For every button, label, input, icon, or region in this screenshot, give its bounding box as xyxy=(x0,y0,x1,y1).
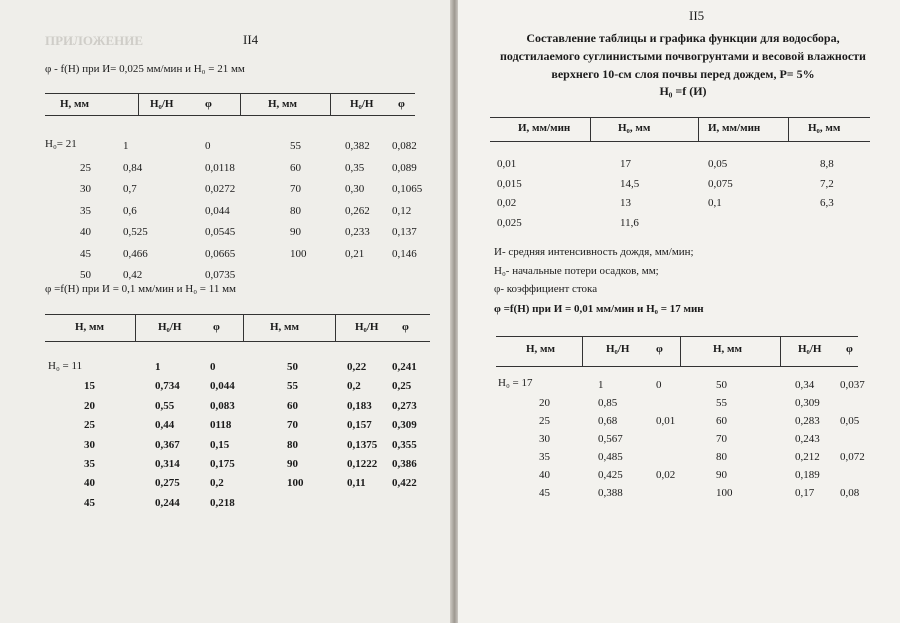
table-header-rule xyxy=(45,115,415,116)
table-cell: 50 xyxy=(716,379,727,391)
table-cell: 1 xyxy=(155,361,161,373)
table-cell: 30 xyxy=(539,433,550,445)
table-header-rule xyxy=(45,341,430,342)
table-header-rule xyxy=(496,366,858,367)
table-top-rule xyxy=(490,117,870,118)
table-cell: 55 xyxy=(287,380,298,392)
table-cell: 14,5 xyxy=(620,178,640,190)
column-header: φ xyxy=(656,343,663,355)
table-cell: 0,233 xyxy=(345,226,370,238)
table-cell: 1 xyxy=(123,140,129,152)
column-divider xyxy=(330,93,331,115)
column-header: Н₀/Н xyxy=(355,321,379,333)
table-cell: 25 xyxy=(80,162,91,174)
table-cell: 0,0118 xyxy=(205,162,235,174)
row-label: Н₀= 21 xyxy=(45,138,77,150)
table-cell: 0,525 xyxy=(123,226,148,238)
column-divider xyxy=(138,93,139,115)
page-title-line: верхнего 10-см слоя почвы перед дождем, Р= 5% xyxy=(551,67,815,81)
table-cell: 30 xyxy=(84,439,95,451)
table-cell: 90 xyxy=(290,226,301,238)
table-cell: 0,037 xyxy=(840,379,865,391)
table-cell: 0,189 xyxy=(795,469,820,481)
table-cell: 0,34 xyxy=(795,379,815,391)
table-cell: 0,485 xyxy=(598,451,623,463)
table-cell: 0,137 xyxy=(392,226,417,238)
table-cell: 0,183 xyxy=(347,400,372,412)
table-cell: 100 xyxy=(287,477,304,489)
table-cell: 0,382 xyxy=(345,140,370,152)
table-cell: 80 xyxy=(287,439,298,451)
table-top-rule xyxy=(496,336,858,337)
table-cell: 0,17 xyxy=(795,487,815,499)
column-header: Н, мм xyxy=(268,98,298,110)
table-cell: 55 xyxy=(290,140,301,152)
table-cell: 0,015 xyxy=(497,178,522,190)
table-cell: 0,146 xyxy=(392,248,417,260)
table-cell: 40 xyxy=(80,226,91,238)
table-cell: 0,1222 xyxy=(347,458,378,470)
table-cell: 0,55 xyxy=(155,400,175,412)
table-top-rule xyxy=(45,93,415,94)
table-caption: φ - f(H) при И= 0,025 мм/мин и Н₀ = 21 мм xyxy=(45,63,245,75)
table-cell: 0118 xyxy=(210,419,232,431)
column-header: Н₀/Н xyxy=(150,98,174,110)
table-cell: 0,44 xyxy=(155,419,175,431)
table-cell: 0,05 xyxy=(840,415,860,427)
table-cell: 0,25 xyxy=(392,380,412,392)
table-cell: 0,089 xyxy=(392,162,417,174)
table-cell: 0,0272 xyxy=(205,183,236,195)
table-cell: 0,2 xyxy=(347,380,361,392)
table-cell: 60 xyxy=(716,415,727,427)
table-cell: 0,42 xyxy=(123,269,143,281)
table-cell: 0,08 xyxy=(840,487,860,499)
table-cell: 0,30 xyxy=(345,183,365,195)
table-cell: 0,243 xyxy=(795,433,820,445)
table-cell: 0,02 xyxy=(497,197,517,209)
table-cell: 0,68 xyxy=(598,415,618,427)
table-cell: 20 xyxy=(84,400,95,412)
table-cell: 70 xyxy=(290,183,301,195)
table-caption: φ =f(H) при И = 0,01 мм/мин и Н₀ = 17 мин xyxy=(494,303,704,315)
table-cell: 0,273 xyxy=(392,400,417,412)
table-cell: 20 xyxy=(539,397,550,409)
table-cell: 0,0545 xyxy=(205,226,236,238)
table-cell: 50 xyxy=(80,269,91,281)
table-cell: 0,083 xyxy=(210,400,235,412)
page-number: II5 xyxy=(689,8,705,23)
table-cell: 0,466 xyxy=(123,248,148,260)
table-cell: 0,1 xyxy=(708,197,722,209)
legend-line: И- средняя интенсивность дождя, мм/мин; xyxy=(494,246,694,258)
table-cell: 0 xyxy=(656,379,662,391)
table-cell: 13 xyxy=(620,197,631,209)
table-cell: 0 xyxy=(205,140,211,152)
table-cell: 0,422 xyxy=(392,477,417,489)
table-cell: 0,11 xyxy=(347,477,366,489)
table-cell: 0,6 xyxy=(123,205,137,217)
table-cell: 0,025 xyxy=(497,217,522,229)
column-header: Н₀/Н xyxy=(350,98,374,110)
table-cell: 55 xyxy=(716,397,727,409)
table-cell: 0,01 xyxy=(497,158,517,170)
table-cell: 0,044 xyxy=(210,380,235,392)
column-header: Н₀, мм xyxy=(618,122,651,134)
table-cell: 0,044 xyxy=(205,205,230,217)
column-divider xyxy=(780,336,781,366)
table-cell: 11,6 xyxy=(620,217,639,229)
column-header: Н, мм xyxy=(60,98,90,110)
table-cell: 40 xyxy=(84,477,95,489)
table-cell: 0,075 xyxy=(708,178,733,190)
table-cell: 30 xyxy=(80,183,91,195)
table-cell: 0,0735 xyxy=(205,269,236,281)
page-title-line: Н₀ =f (И) xyxy=(659,84,707,98)
column-header: φ xyxy=(398,98,405,110)
column-header: Н₀/Н xyxy=(606,343,630,355)
column-divider xyxy=(243,314,244,341)
right-page xyxy=(458,0,900,623)
table-cell: 0,262 xyxy=(345,205,370,217)
table-cell: 0,309 xyxy=(392,419,417,431)
column-divider xyxy=(582,336,583,366)
table-cell: 0,386 xyxy=(392,458,417,470)
column-header: И, мм/мин xyxy=(708,122,761,134)
table-cell: 45 xyxy=(84,497,95,509)
legend-line: Н₀- начальные потери осадков, мм; xyxy=(494,265,659,277)
table-cell: 17 xyxy=(620,158,631,170)
table-cell: 90 xyxy=(287,458,298,470)
column-header: И, мм/мин xyxy=(518,122,571,134)
table-cell: 60 xyxy=(287,400,298,412)
table-cell: 0,275 xyxy=(155,477,180,489)
table-cell: 0,2 xyxy=(210,477,224,489)
table-cell: 0,367 xyxy=(155,439,180,451)
page-number: II4 xyxy=(243,32,259,47)
table-cell: 35 xyxy=(84,458,95,470)
legend-line: φ- коэффициент стока xyxy=(494,283,598,295)
table-cell: 0,05 xyxy=(708,158,728,170)
table-cell: 50 xyxy=(287,361,298,373)
table-cell: 0,388 xyxy=(598,487,623,499)
table-cell: 8,8 xyxy=(820,158,834,170)
table-cell: 35 xyxy=(539,451,550,463)
table-cell: 0,218 xyxy=(210,497,235,509)
table-cell: 25 xyxy=(539,415,550,427)
table-cell: 0,072 xyxy=(840,451,865,463)
column-header: Н, мм xyxy=(75,321,105,333)
table-cell: 0,425 xyxy=(598,469,623,481)
table-cell: 0,1065 xyxy=(392,183,423,195)
table-cell: 0,21 xyxy=(345,248,365,260)
column-divider xyxy=(698,117,699,141)
row-label: Н₀ = 17 xyxy=(498,377,533,389)
table-cell: 0,175 xyxy=(210,458,235,470)
table-cell: 15 xyxy=(84,380,95,392)
column-divider xyxy=(788,117,789,141)
table-cell: 0,22 xyxy=(347,361,367,373)
table-cell: 0,02 xyxy=(656,469,676,481)
table-cell: 0,7 xyxy=(123,183,137,195)
table-cell: 7,2 xyxy=(820,178,834,190)
table-cell: 0,01 xyxy=(656,415,676,427)
column-header: φ xyxy=(205,98,212,110)
table-cell: 0,0665 xyxy=(205,248,236,260)
row-label: Н₀ = 11 xyxy=(48,360,83,372)
table-cell: 0,212 xyxy=(795,451,820,463)
column-header: φ xyxy=(402,321,409,333)
table-caption: φ =f(H) при И = 0,1 мм/мин и Н₀ = 11 мм xyxy=(45,283,237,295)
table-cell: 80 xyxy=(716,451,727,463)
column-header: Н₀, мм xyxy=(808,122,841,134)
column-header: φ xyxy=(213,321,220,333)
bleed-through-text: ПРИЛОЖЕНИЕ xyxy=(45,33,144,48)
table-cell: 0,082 xyxy=(392,140,417,152)
table-cell: 25 xyxy=(84,419,95,431)
table-cell: 0,84 xyxy=(123,162,143,174)
column-divider xyxy=(135,314,136,341)
table-cell: 0,567 xyxy=(598,433,623,445)
table-cell: 0,314 xyxy=(155,458,180,470)
table-cell: 0,283 xyxy=(795,415,820,427)
table-top-rule xyxy=(45,314,430,315)
column-header: Н₀/Н xyxy=(798,343,822,355)
table-cell: 70 xyxy=(287,419,298,431)
table-cell: 0,244 xyxy=(155,497,180,509)
table-cell: 0,1375 xyxy=(347,439,378,451)
table-cell: 0,241 xyxy=(392,361,417,373)
table-header-rule xyxy=(490,141,870,142)
column-header: φ xyxy=(846,343,853,355)
table-cell: 0,309 xyxy=(795,397,820,409)
table-cell: 70 xyxy=(716,433,727,445)
column-header: Н, мм xyxy=(526,343,556,355)
table-cell: 0,157 xyxy=(347,419,372,431)
table-cell: 1 xyxy=(598,379,604,391)
column-divider xyxy=(240,93,241,115)
table-cell: 0,15 xyxy=(210,439,230,451)
table-cell: 45 xyxy=(80,248,91,260)
column-divider xyxy=(335,314,336,341)
table-cell: 0,12 xyxy=(392,205,412,217)
table-cell: 0,355 xyxy=(392,439,417,451)
table-cell: 90 xyxy=(716,469,727,481)
table-cell: 0,35 xyxy=(345,162,365,174)
table-cell: 45 xyxy=(539,487,550,499)
table-cell: 0,734 xyxy=(155,380,180,392)
column-header: Н₀/Н xyxy=(158,321,182,333)
column-header: Н, мм xyxy=(713,343,743,355)
table-cell: 80 xyxy=(290,205,301,217)
table-cell: 35 xyxy=(80,205,91,217)
table-cell: 100 xyxy=(290,248,307,260)
table-cell: 0 xyxy=(210,361,216,373)
page-title-line: Составление таблицы и графика функции для водосбора, xyxy=(526,31,840,45)
table-cell: 60 xyxy=(290,162,301,174)
table-cell: 100 xyxy=(716,487,733,499)
column-divider xyxy=(680,336,681,366)
page-title-line: подстилаемого суглинистыми почвогрунтами и весовой влажности xyxy=(500,49,866,63)
column-header: Н, мм xyxy=(270,321,300,333)
table-cell: 6,3 xyxy=(820,197,834,209)
table-cell: 0,85 xyxy=(598,397,618,409)
table-cell: 40 xyxy=(539,469,550,481)
column-divider xyxy=(590,117,591,141)
